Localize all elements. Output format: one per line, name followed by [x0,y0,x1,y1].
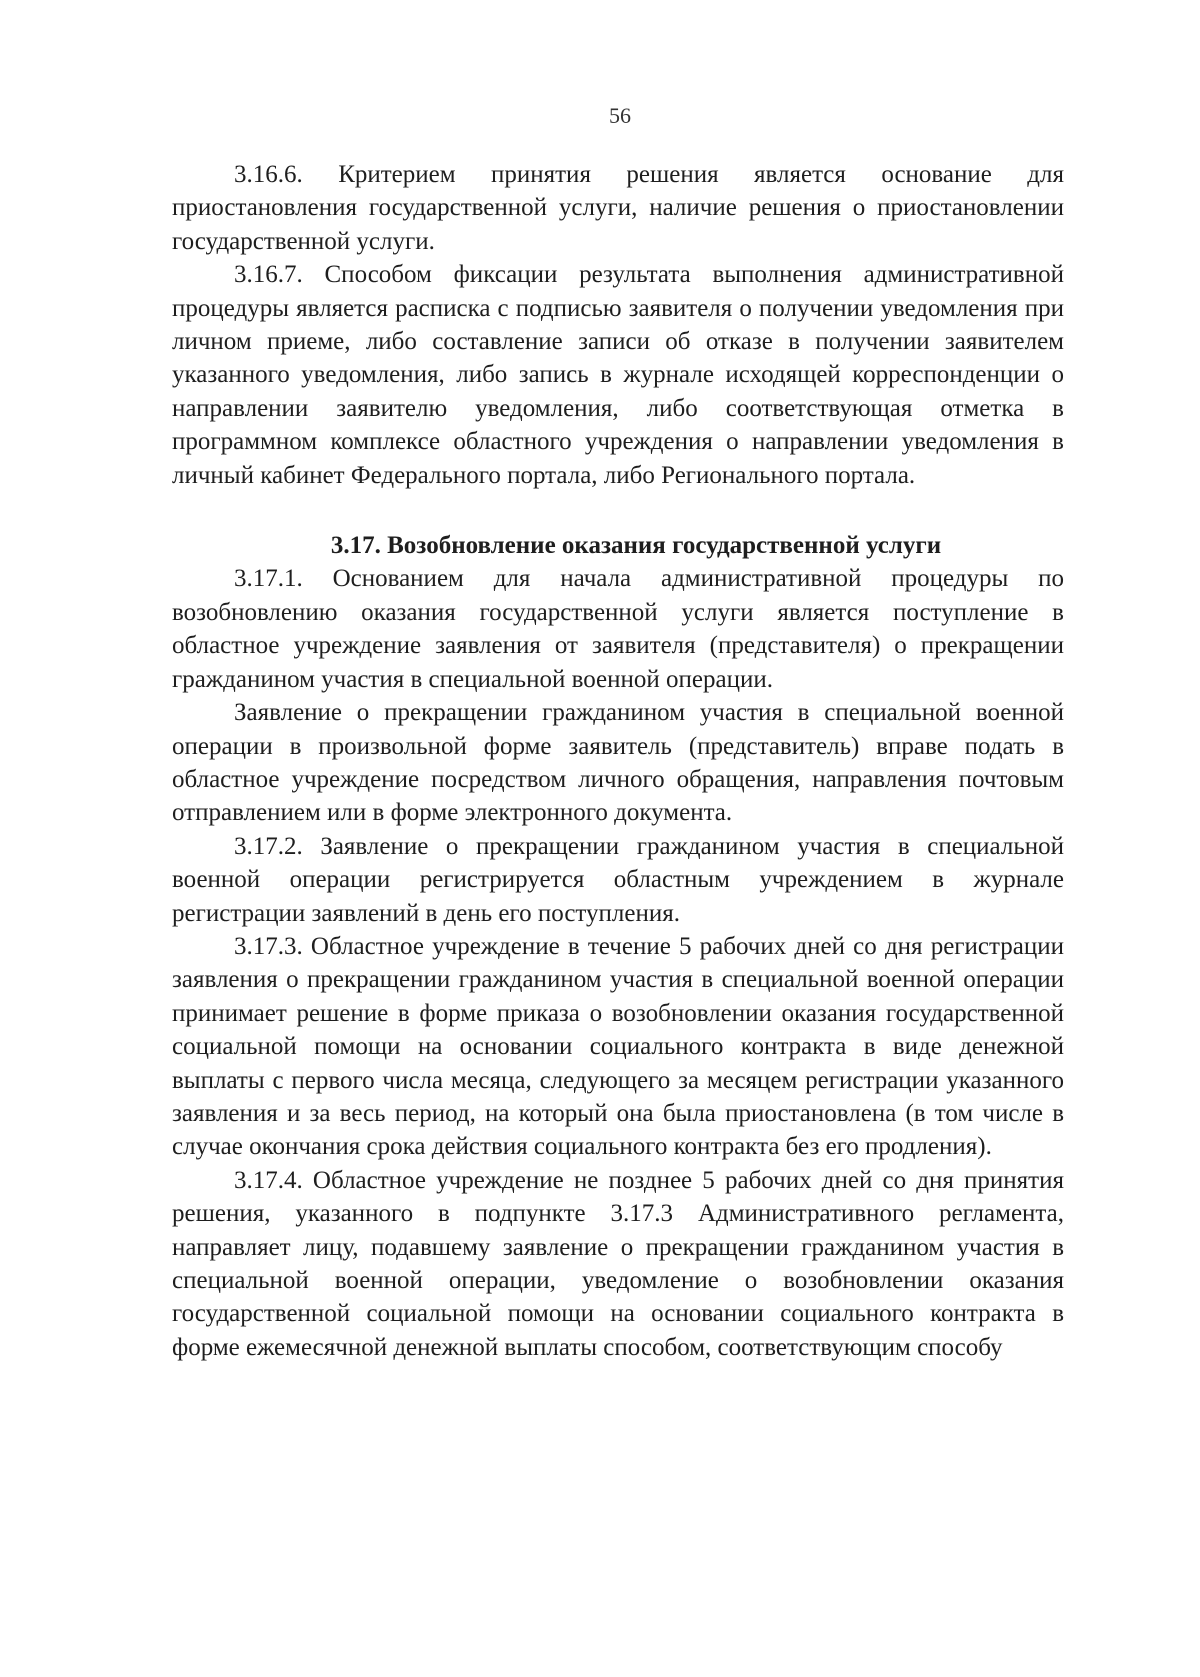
document-body [172,158,1064,1364]
paragraph-3-17-4: 3.17.4. Областное учреждение не позднее 5 рабочих дней со дня принятия решения, указанного в подпункте 3.17.3 Административного регламента, направляет лицу, подавшему заявление о прекращении гражданином участия в специальной военной операции, уведомление о возобновлении оказания государственной социальной помощи на основании социального контракта в форме ежемесячной денежной выплаты способом, соответствующим способу [172,1166,1064,1361]
page-number: 56 [609,103,631,128]
paragraph-3-16-7: 3.16.7. Способом фиксации результата выполнения административной процедуры является расписка с подписью заявителя о получении уведомления при личном приеме, либо составление записи об отказе в получении заявителем указанного уведомления, либо запись в журнале исходящей корреспонденции о направлении заявителю уведомления, либо соответствующая отметка в программном комплексе областного учреждения о направлении уведомления в личный кабинет Федерального портала, либо Регионального портала. [172,261,1064,489]
paragraph-3-17-1: 3.17.1. Основанием для начала административной процедуры по возобновлению оказания государственной услуги является поступление в областное учреждение заявления от заявителя (представителя) о прекращении гражданином участия в специальной военной операции. [172,565,1064,693]
paragraph-3-17-3: 3.17.3. Областное учреждение в течение 5 рабочих дней со дня регистрации заявления о прекращении гражданином участия в специальной военной операции принимает решение в форме приказа о возобновлении оказания государственной социальной помощи на основании социального контракта в виде денежной выплаты с первого числа месяца, следующего за месяцем регистрации указанного заявления и за весь период, на который она была приостановлена (в том числе в случае окончания срока действия социального контракта без его продления). [172,932,1064,1161]
paragraph-3-17-2: 3.17.2. Заявление о прекращении гражданином участия в специальной военной операции регистрируется областным учреждением в журнале регистрации заявлений в день его поступления. [172,832,1064,927]
section-heading: 3.17. Возобновление оказания государственной услуги [330,532,942,560]
paragraph-3-16-6: 3.16.6. Критерием принятия решения является основание для приостановления государственной услуги, наличие решения о приостановлении государственной услуги. [172,161,1064,255]
paragraph-application-form: Заявление о прекращении гражданином участия в специальной военной операции в произвольной форме заявитель (представитель) вправе подать в областное учреждение посредством личного обращения, направления почтовым отправлением или в форме электронного документа. [172,699,1064,827]
